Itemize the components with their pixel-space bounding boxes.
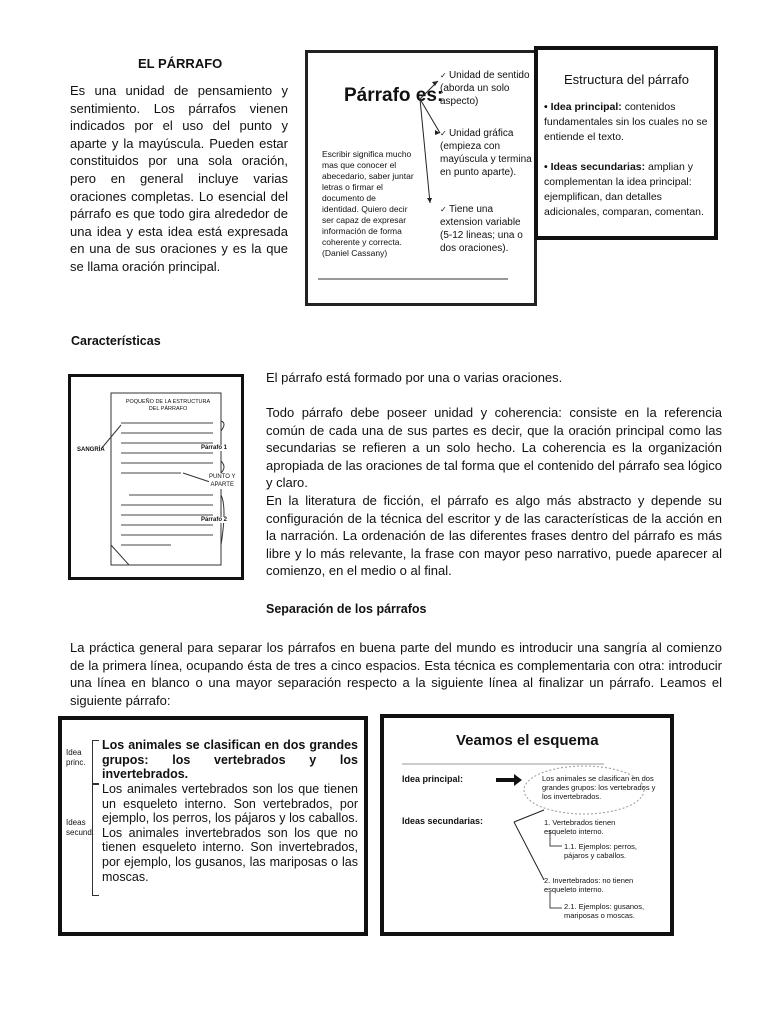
fig2-title: Estructura del párrafo (564, 72, 690, 87)
fig3-sangria: SANGRÍA (77, 447, 105, 453)
separacion-paragraph: La práctica general para separar los párrafos en buena parte del mundo es introducir una sangría al comienzo de la primera línea, ocupando ésta de tres a cinco espacios. Esta técnica es complementaria con otra: introducir una línea en blanco o una mayor separación respecto a la siguiente línea al finalizar un párrafo. Leamos el siguiente párrafo: (70, 640, 722, 708)
figure-ejemplo-parrafo (58, 716, 368, 936)
fig3-title: POQUEÑO DE LA ESTRUCTURA DEL PÁRRAFO (125, 399, 211, 412)
section-caracteristicas: Características (71, 334, 161, 348)
char-paragraph-1: El párrafo está formado por una o varias oraciones. (266, 370, 563, 385)
fig1-item-1: ✓ Unidad de sentido (aborda un solo aspecto) (440, 70, 530, 107)
intro-paragraph: Es una unidad de pensamiento y sentimiento. Los párrafos vienen indicados por el uso del punto y aparte y la mayúscula. Pueden estar constituidos por una sola oración, pero en general incluye varias oraciones completas. Lo esencial del párrafo es que todo gira alrededor de una idea y esta idea está expresada en una de sus oraciones y es la que se llama oración principal. (70, 83, 288, 274)
fig1-quote: Escribir significa mucho mas que conocer el abecedario, saber juntar letras o firmar el documento de identidad. Quiero decir ser capaz de expresar información de forma coherente y correcta. (Daniel Cassany) (322, 149, 414, 258)
fig5-secondary-1-1: 1.1. Ejemplos: perros, pájaros y caballos. (564, 842, 637, 860)
fig1-item-3: ✓ Tiene una extension variable (5-12 lineas; una o dos oraciones). (440, 204, 523, 254)
char-paragraph-3: En la literatura de ficción, el párrafo es algo más abstracto y depende su configuración de la técnica del escritor y de las características de la acción en la narración. La ordenación de las diferentes frases dentro del párrafo es más libre y lo más relevante, la frase con mayor peso narrativo, puede aparecer al comienzo, en el medio o al final. (266, 493, 722, 579)
fig5-secondary-2-1: 2.1. Ejemplos: gusanos, mariposas o moscas. (564, 902, 645, 920)
fig4-label-ideas-secundarias: Ideas secund. (66, 818, 95, 837)
char-paragraph-2: Todo párrafo debe poseer unidad y coherencia: consiste en la referencia común de cada una de sus partes es decir, que la oración principal como las secundarias se refieren a un solo hecho. La coherencia es la organización apropiada de las oraciones de tal forma que el contenido del párrafo sea lógico y claro. (266, 405, 722, 491)
fig4-bracket-1 (92, 740, 99, 784)
figure-estructura-dibujo (68, 374, 244, 580)
fig5-secondary-2: 2. Invertebrados: no tienen esqueleto interno. (544, 876, 634, 894)
fig2-bullet-2: • Ideas secundarias: amplian y complementan la idea principal: ejemplifican, dan detalles adicionales, comparan, comentan. (544, 161, 704, 218)
figure-parrafo-es (305, 50, 537, 306)
fig4-bracket-2 (92, 784, 99, 896)
fig3-punto-aparte: PUNTO Y APARTE (209, 474, 236, 488)
fig4-label-idea-principal: Idea princ. (66, 748, 86, 767)
fig1-heading: Párrafo es: (344, 85, 444, 106)
fig5-main-box: Los animales se clasifican en dos grandes grupos: los vertebrados y los invertebrados. (542, 774, 656, 801)
figure-estructura (534, 46, 718, 240)
page-title: EL PÁRRAFO (138, 56, 223, 71)
fig5-secondary-1: 1. Vertebrados tienen esqueleto interno. (544, 818, 616, 836)
fig5-title: Veamos el esquema (456, 732, 599, 749)
fig4-main-idea: Los animales se clasifican en dos grandes grupos: los vertebrados y los invertebrados. (102, 738, 358, 781)
fig2-bullet-1: • Idea principal: contenidos fundamentales sin los cuales no se entiende el texto. (544, 101, 708, 143)
fig1-item-2: ✓ Unidad gráfica (empieza con mayúscula y termina en punto aparte). (440, 128, 532, 178)
fig5-idea-principal-label: Idea principal: (402, 774, 464, 784)
fig5-ideas-secundarias-label: Ideas secundarias: (402, 816, 484, 826)
fig3-parrafo-1: Párrafo 1 (201, 445, 228, 451)
section-separacion: Separación de los párrafos (266, 602, 427, 616)
fig3-parrafo-2: Párrafo 2 (201, 517, 228, 523)
figure-esquema (380, 714, 674, 936)
fig4-secondary-ideas: Los animales vertebrados son los que tienen un esqueleto interno. Son vertebrados, por ejemplo, los perros, los pájaros y los caballos. Los animales invertebrados son los que no tienen esqueleto interno. Son invertebrados, por ejemplo, los gusanos, las mariposas o las moscas. (102, 782, 358, 884)
